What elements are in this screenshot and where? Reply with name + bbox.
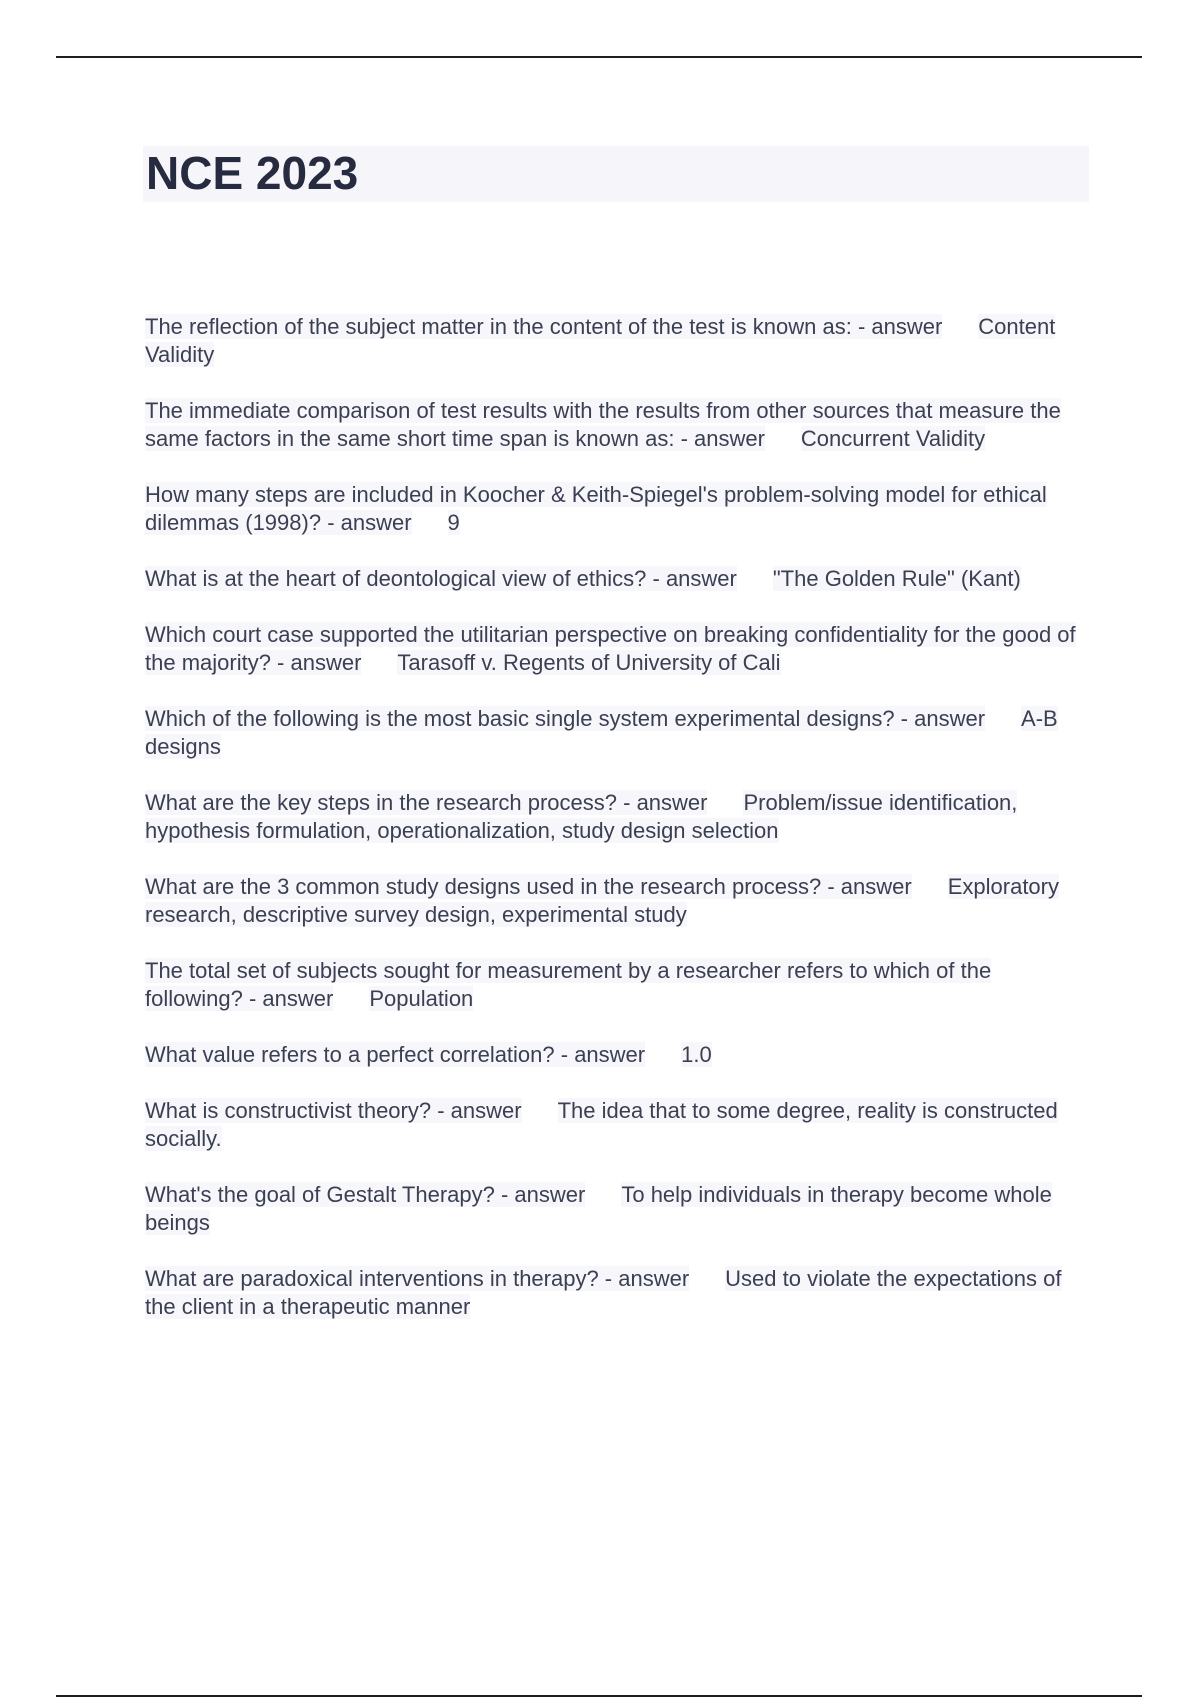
qa-answer: Exploratory research, descriptive survey design, experimental study <box>145 874 1059 927</box>
qa-answer: "The Golden Rule" (Kant) <box>772 566 1021 591</box>
qa-question: Which of the following is the most basic single system experimental designs? - answer <box>145 706 986 731</box>
qa-item <box>145 1097 1095 1153</box>
qa-answer: Used to violate the expectations of the client in a therapeutic manner <box>145 1266 1062 1319</box>
qa-question: What value refers to a perfect correlation? - answer <box>145 1042 646 1067</box>
qa-question: The immediate comparison of test results with the results from other sources that measure the same factors in the same short time span is known as: - answer <box>145 398 1061 451</box>
qa-question: The total set of subjects sought for measurement by a researcher refers to which of the following? - answer <box>145 958 992 1011</box>
qa-item <box>145 1041 1095 1069</box>
qa-answer: The idea that to some degree, reality is constructed socially. <box>145 1098 1058 1151</box>
qa-answer: To help individuals in therapy become whole beings <box>145 1182 1052 1235</box>
qa-question: What is constructivist theory? - answer <box>145 1098 522 1123</box>
qa-list <box>145 313 1095 1349</box>
qa-question: What are paradoxical interventions in therapy? - answer <box>145 1266 690 1291</box>
qa-item <box>145 789 1095 845</box>
qa-item <box>145 621 1095 677</box>
qa-answer: Tarasoff v. Regents of University of Cali <box>397 650 781 675</box>
qa-item <box>145 873 1095 929</box>
qa-answer: A-B designs <box>145 706 1058 759</box>
qa-question: The reflection of the subject matter in the content of the test is known as: - answer <box>145 314 943 339</box>
qa-question: What are the 3 common study designs used in the research process? - answer <box>145 874 912 899</box>
qa-item <box>145 1265 1095 1321</box>
bottom-divider <box>56 1695 1142 1697</box>
qa-answer: Population <box>369 986 474 1011</box>
qa-answer: Concurrent Validity <box>800 426 986 451</box>
top-divider <box>56 56 1142 58</box>
qa-item <box>145 957 1095 1013</box>
qa-answer: 9 <box>447 510 460 535</box>
qa-item <box>145 481 1095 537</box>
qa-answer: Problem/issue identification, hypothesis formulation, operationalization, study design selection <box>145 790 1018 843</box>
qa-question: How many steps are included in Koocher & Keith-Spiegel's problem-solving model for ethical dilemmas (1998)? - answer <box>145 482 1047 535</box>
qa-question: What is at the heart of deontological view of ethics? - answer <box>145 566 737 591</box>
qa-item <box>145 313 1095 369</box>
qa-question: Which court case supported the utilitarian perspective on breaking confidentiality for the good of the majority? - answer <box>145 622 1076 675</box>
qa-question: What's the goal of Gestalt Therapy? - answer <box>145 1182 586 1207</box>
qa-answer: Content Validity <box>145 314 1056 367</box>
qa-question: What are the key steps in the research process? - answer <box>145 790 708 815</box>
page-title: NCE 2023 <box>146 147 359 199</box>
qa-item <box>145 705 1095 761</box>
qa-item <box>145 1181 1095 1237</box>
qa-answer: 1.0 <box>681 1042 712 1067</box>
qa-item <box>145 397 1095 453</box>
qa-item <box>145 565 1095 593</box>
